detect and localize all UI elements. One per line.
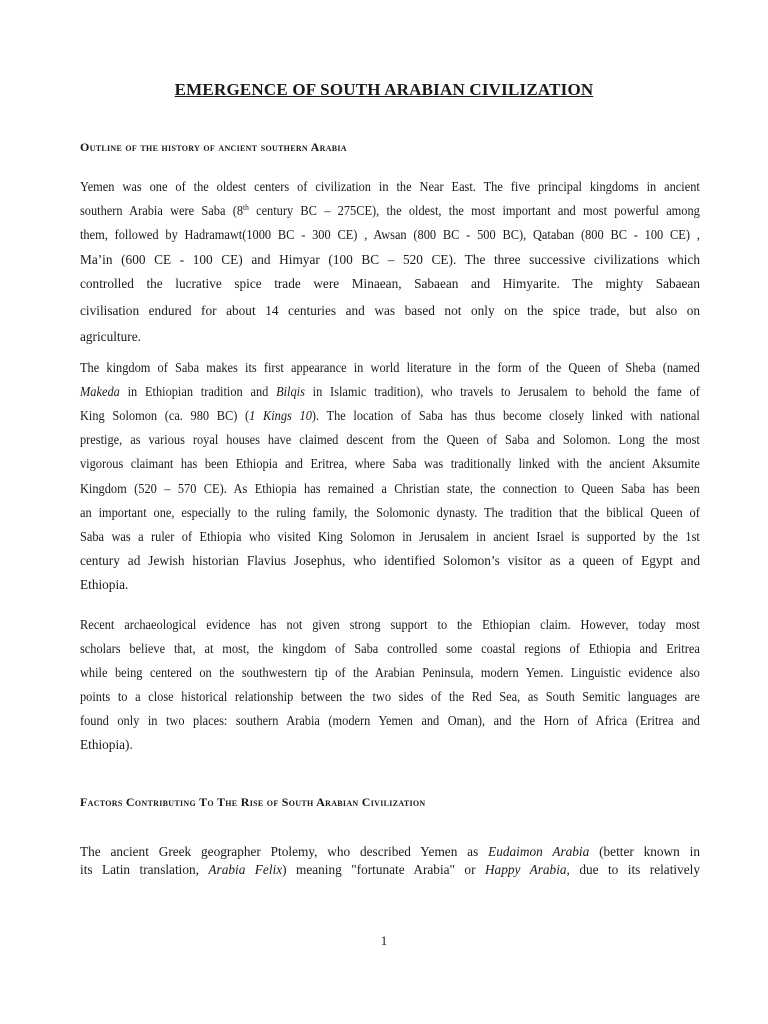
superscript: th	[243, 203, 249, 212]
paragraph-line	[80, 843, 700, 861]
text-run: Yemen was one of the oldest centers of civilization in the Near East. The five principal kingdoms in ancient	[80, 179, 700, 194]
paragraph-line	[80, 178, 700, 196]
text-run: ). The location of Saba has thus become closely linked with national	[311, 408, 700, 423]
document-title: EMERGENCE OF SOUTH ARABIAN CIVILIZATION	[174, 80, 594, 99]
text-run: Kingdom (520 – 570 CE). As Ethiopia has remained a Christian state, the connection to Queen Saba has been	[80, 481, 700, 496]
text-run: The kingdom of Saba makes its first appearance in world literature in the form of the Queen of Sheba (named	[80, 360, 700, 375]
paragraph-line	[80, 480, 700, 498]
section-heading-factors: Factors Contributing To The Rise of South Arabian Civilization	[80, 795, 426, 809]
paragraph-line	[80, 664, 700, 682]
text-run: prestige, as various royal houses have claimed descent from the Queen of Saba and Solomon. Long the most	[80, 432, 700, 447]
paragraph-line: civilisation endured for about 14 centuries and was based not only on the spice trade, but also on	[80, 303, 700, 318]
text-run: its Latin translation,	[80, 862, 209, 877]
paragraph-line	[80, 202, 700, 220]
paragraph-line	[80, 528, 700, 546]
text-run: century BC – 275CE), the oldest, the most important and most powerful among	[248, 203, 700, 218]
text-run: (better known in	[589, 844, 700, 859]
paragraph-line	[80, 431, 700, 449]
paragraph-line	[80, 712, 700, 730]
text-run: points to a close historical relationship between the two sides of the Red Sea, as South Semitic languages are	[80, 689, 700, 704]
text-run: in Ethiopian tradition and	[119, 384, 277, 399]
paragraph-line	[80, 504, 700, 522]
paragraph-line: agriculture.	[80, 329, 141, 344]
text-run: in Islamic tradition), who travels to Jerusalem to behold the fame of	[304, 384, 700, 399]
section-heading-outline: Outline of the history of ancient southern Arabia	[80, 140, 347, 154]
paragraph-line	[80, 861, 700, 879]
text-run: while being centered on the southwestern tip of the Arabian Peninsula, modern Yemen. Linguistic evidence also	[80, 665, 700, 680]
paragraph-line	[80, 407, 700, 425]
paragraph-line: controlled the lucrative spice trade were Minaean, Sabaean and Himyarite. The mighty Sabaean	[80, 276, 700, 291]
text-run: due to its relatively	[569, 862, 700, 877]
paragraph-line	[80, 359, 700, 377]
italic-term: Eudaimon Arabia	[488, 844, 590, 859]
text-run: southern Arabia were Saba (8	[80, 203, 244, 218]
paragraph-line	[80, 688, 700, 706]
italic-citation: 1 Kings 10	[249, 408, 312, 423]
italic-term: Arabia Felix	[208, 862, 283, 877]
text-run: vigorous claimant has been Ethiopia and Eritrea, where Saba was traditionally linked with the ancient Aksumite	[80, 456, 700, 471]
paragraph-line: Ethiopia).	[80, 737, 133, 752]
paragraph-line	[80, 616, 700, 634]
italic-term: Bilqis	[276, 384, 305, 399]
paragraph-line: Ma’in (600 CE - 100 CE) and Himyar (100 BC – 520 CE). The three successive civilizations which	[80, 252, 700, 267]
text-run: The ancient Greek geographer Ptolemy, who described Yemen as	[80, 844, 489, 859]
text-run: King Solomon (ca. 980 BC) (	[80, 408, 250, 423]
page-number: 1	[380, 933, 388, 948]
text-run: them, followed by Hadramawt(1000 BC - 300 CE) , Awsan (800 BC - 500 BC), Qataban (800 BC - 100 CE) ,	[80, 227, 700, 242]
text-run: ) meaning "fortunate Arabia" or	[282, 862, 485, 877]
text-run: scholars believe that, at most, the kingdom of Saba controlled some coastal regions of Ethiopia and Eritrea	[80, 641, 700, 656]
italic-term: Makeda	[80, 384, 120, 399]
paragraph-line	[80, 640, 700, 658]
paragraph-line: century ad Jewish historian Flavius Josephus, who identified Solomon’s visitor as a queen of Egypt and	[80, 553, 700, 568]
text-run: Saba was a ruler of Ethiopia who visited King Solomon in Jerusalem in ancient Israel is supported by the 1st	[80, 529, 700, 544]
paragraph-line	[80, 383, 700, 401]
paragraph-line	[80, 455, 700, 473]
paragraph-line: Ethiopia.	[80, 577, 129, 592]
text-run: found only in two places: southern Arabia (modern Yemen and Oman), and the Horn of Africa (Eritrea and	[80, 713, 700, 728]
paragraph-line	[80, 226, 700, 244]
italic-term: Happy Arabia,	[484, 862, 570, 877]
text-run: an important one, especially to the ruling family, the Solomonic dynasty. The tradition that the biblical Queen of	[80, 505, 700, 520]
text-run: Recent archaeological evidence has not given strong support to the Ethiopian claim. However, today most	[80, 617, 700, 632]
